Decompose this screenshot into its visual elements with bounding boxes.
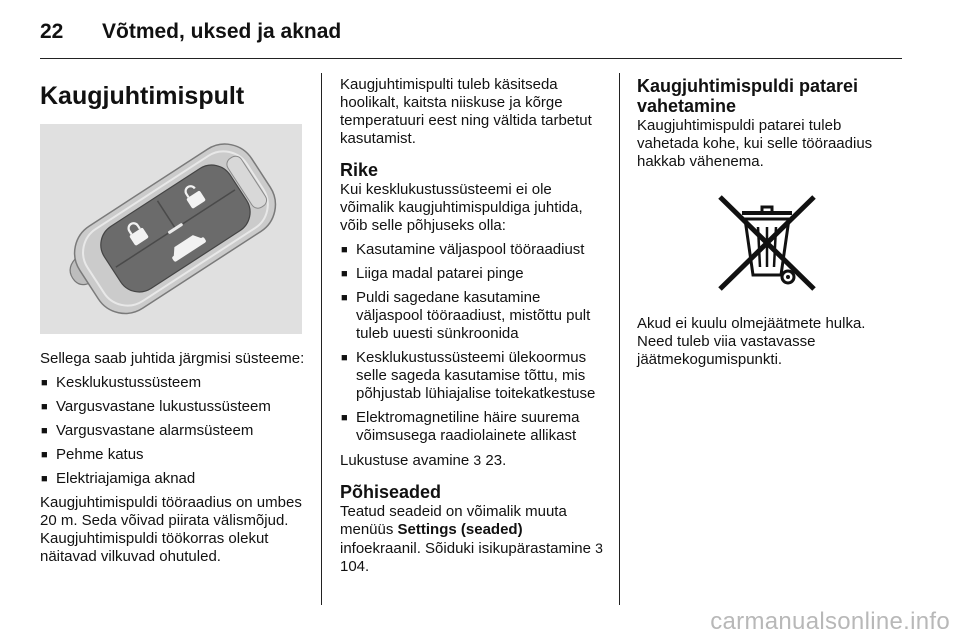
- list-item: ■ Kasutamine väljaspool tööraadiust: [340, 241, 605, 259]
- list-item: ■ Kesklukustussüsteemi ülekoormus selle sageda kasutamise tõttu, mis põhjustab lühiajalise toitekatkestuse: [340, 349, 605, 403]
- column-1: [40, 76, 305, 572]
- unlock-reference: [340, 451, 605, 470]
- personalisation-page-link[interactable]: 104.: [340, 558, 370, 575]
- care-paragraph: Kaugjuhtimispulti tuleb käsitseda hoolikalt, kaitsta niiskuse ja kõrge temperatuuri eest ning vältida tarbetut kasutamist.: [340, 76, 592, 147]
- crossed-bin-icon: [712, 191, 822, 296]
- basic-settings-paragraph: [340, 503, 605, 576]
- page-ref-arrow-icon: 3: [473, 452, 482, 468]
- page-title: Kaugjuhtimispult: [40, 82, 245, 110]
- page-header: [40, 20, 341, 50]
- page-number: 22: [40, 20, 64, 43]
- basic-text-2: infoekraanil. Sõiduki isikupärastamine: [340, 540, 591, 557]
- list-item: ■ Pehme katus: [40, 446, 305, 464]
- basic-text-1: Teatud seadeid on võimalik muuta menüüs: [340, 503, 567, 538]
- watermark: carmanualsonline.info: [710, 608, 950, 635]
- list-item: ■ Vargusvastane alarmsüsteem: [40, 422, 305, 440]
- remote-key-figure: [40, 124, 302, 334]
- section-title: Võtmed, uksed ja aknad: [102, 20, 342, 43]
- column-2: [340, 76, 605, 582]
- list-item: ■ Vargusvastane lukustussüsteem: [40, 398, 305, 416]
- list-item: ■ Elektromagnetiline häire suurema võimsusega raadiolainete allikast: [340, 409, 605, 445]
- settings-menu-label: Settings (seaded): [397, 521, 523, 538]
- fault-heading: Rike: [340, 160, 379, 180]
- battery-paragraph: Kaugjuhtimispuldi patarei tuleb vahetada kohe, kui selle tööraadius hakkab vähenema.: [637, 117, 873, 170]
- list-item: ■ Kesklukustussüsteem: [40, 374, 305, 392]
- fault-causes-list: [340, 241, 605, 445]
- column-3: [637, 76, 902, 375]
- basic-settings-heading: Põhiseaded: [340, 482, 442, 502]
- fault-intro: Kui kesklukustussüsteemi ei ole võimalik kaugjuhtimispuldiga juhtida, võib selle põhjuseks olla:: [340, 181, 583, 234]
- remote-key-illustration: [40, 124, 302, 334]
- range-paragraph: Kaugjuhtimispuldi tööraadius on umbes 20 m. Seda võivad piirata välismõjud. Kaugjuhtimispuldi töökorras olekut näitavad vilkuvad ohutuled.: [40, 494, 302, 565]
- systems-intro: Sellega saab juhtida järgmisi süsteeme:: [40, 350, 305, 367]
- systems-list: [40, 374, 305, 488]
- column-divider-2: [619, 73, 620, 605]
- page-ref-arrow-icon: 3: [595, 540, 603, 556]
- column-divider-1: [321, 73, 322, 605]
- disposal-paragraph: Akud ei kuulu olmejäätmete hulka. Need tuleb viia vastavasse jäätmekogumispunkti.: [637, 315, 866, 368]
- unlock-text: Lukustuse avamine: [340, 452, 470, 469]
- list-item: ■ Liiga madal patarei pinge: [340, 265, 605, 283]
- battery-heading: Kaugjuhtimispuldi patarei vahetamine: [637, 76, 859, 116]
- header-rule: [40, 58, 902, 59]
- list-item: ■ Puldi sagedane kasutamine väljaspool tööraadiust, mistõttu pult tuleb uuesti sünkroonida: [340, 289, 605, 343]
- list-item: ■ Elektriajamiga aknad: [40, 470, 305, 488]
- unlock-page-link[interactable]: 23.: [485, 452, 507, 469]
